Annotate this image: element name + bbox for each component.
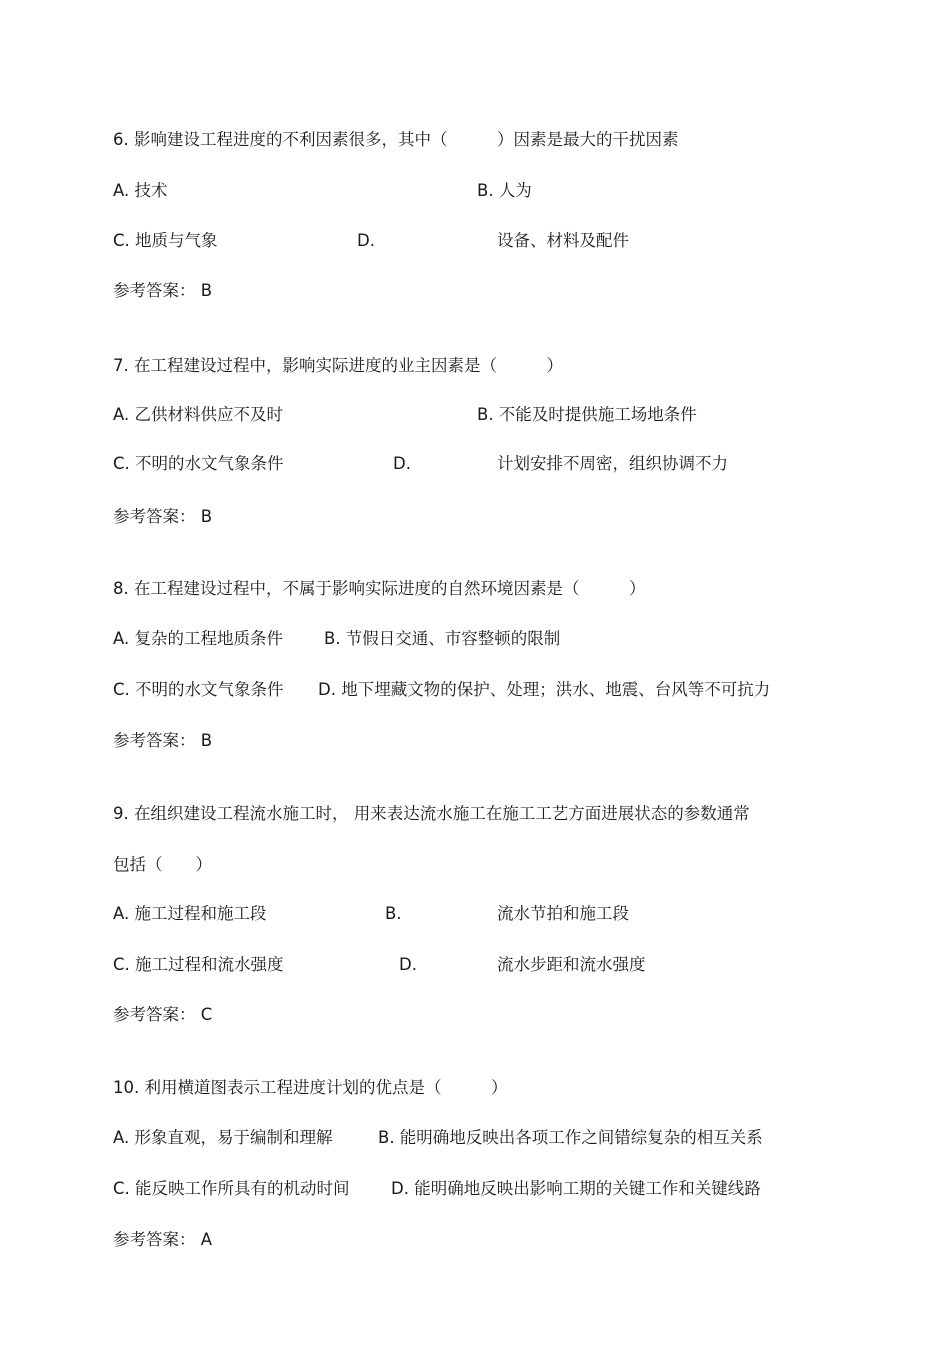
q7-answer: 参考答案： B [113, 507, 213, 526]
q7-option-c: C. 不明的水文气象条件 [113, 454, 284, 473]
q10-answer: 参考答案： A [113, 1230, 213, 1249]
q9-option-c: C. 施工过程和流水强度 [113, 955, 284, 974]
q6-answer: 参考答案： B [113, 281, 213, 300]
q9-answer: 参考答案： C [113, 1005, 213, 1024]
q10-option-b: B. 能明确地反映出各项工作之间错综复杂的相互关系 [378, 1128, 763, 1147]
q10-stem: 10. 利用横道图表示工程进度计划的优点是（ ） [113, 1078, 508, 1097]
q9-option-b-text: 流水节拍和施工段 [497, 904, 629, 923]
q9-option-b-letter: B. [385, 904, 402, 923]
q9-option-a: A. 施工过程和施工段 [113, 904, 267, 923]
q6-stem: 6. 影响建设工程进度的不利因素很多，其中（ ）因素是最大的干扰因素 [113, 130, 679, 149]
q8-option-d: D. 地下埋藏文物的保护、处理；洪水、地震、台风等不可抗力 [318, 680, 771, 699]
q10-option-d: D. 能明确地反映出影响工期的关键工作和关键线路 [391, 1179, 761, 1198]
q8-option-b: B. 节假日交通、市容整顿的限制 [324, 629, 561, 648]
q10-option-c: C. 能反映工作所具有的机动时间 [113, 1179, 350, 1198]
q7-option-d-text: 计划安排不周密，组织协调不力 [497, 454, 728, 473]
q7-option-d-letter: D. [393, 454, 411, 473]
q7-option-b: B. 不能及时提供施工场地条件 [477, 405, 697, 424]
q7-option-a: A. 乙供材料供应不及时 [113, 405, 283, 424]
q6-option-d-text: 设备、材料及配件 [497, 231, 629, 250]
q10-option-a: A. 形象直观，易于编制和理解 [113, 1128, 333, 1147]
q6-option-d-letter: D. [357, 231, 375, 250]
q9-stem-line2: 包括（ ） [113, 855, 212, 874]
q8-stem: 8. 在工程建设过程中，不属于影响实际进度的自然环境因素是（ ） [113, 579, 646, 598]
q9-option-d-letter: D. [399, 955, 417, 974]
q7-stem: 7. 在工程建设过程中，影响实际进度的业主因素是（ ） [113, 356, 563, 375]
q9-stem-line1: 9. 在组织建设工程流水施工时， 用来表达流水施工在施工工艺方面进展状态的参数通常 [113, 804, 750, 823]
q6-option-b: B. 人为 [477, 181, 532, 200]
q9-option-d-text: 流水步距和流水强度 [497, 955, 646, 974]
q6-option-c: C. 地质与气象 [113, 231, 218, 250]
q8-option-a: A. 复杂的工程地质条件 [113, 629, 283, 648]
q8-option-c: C. 不明的水文气象条件 [113, 680, 284, 699]
q8-answer: 参考答案： B [113, 731, 213, 750]
q6-option-a: A. 技术 [113, 181, 168, 200]
